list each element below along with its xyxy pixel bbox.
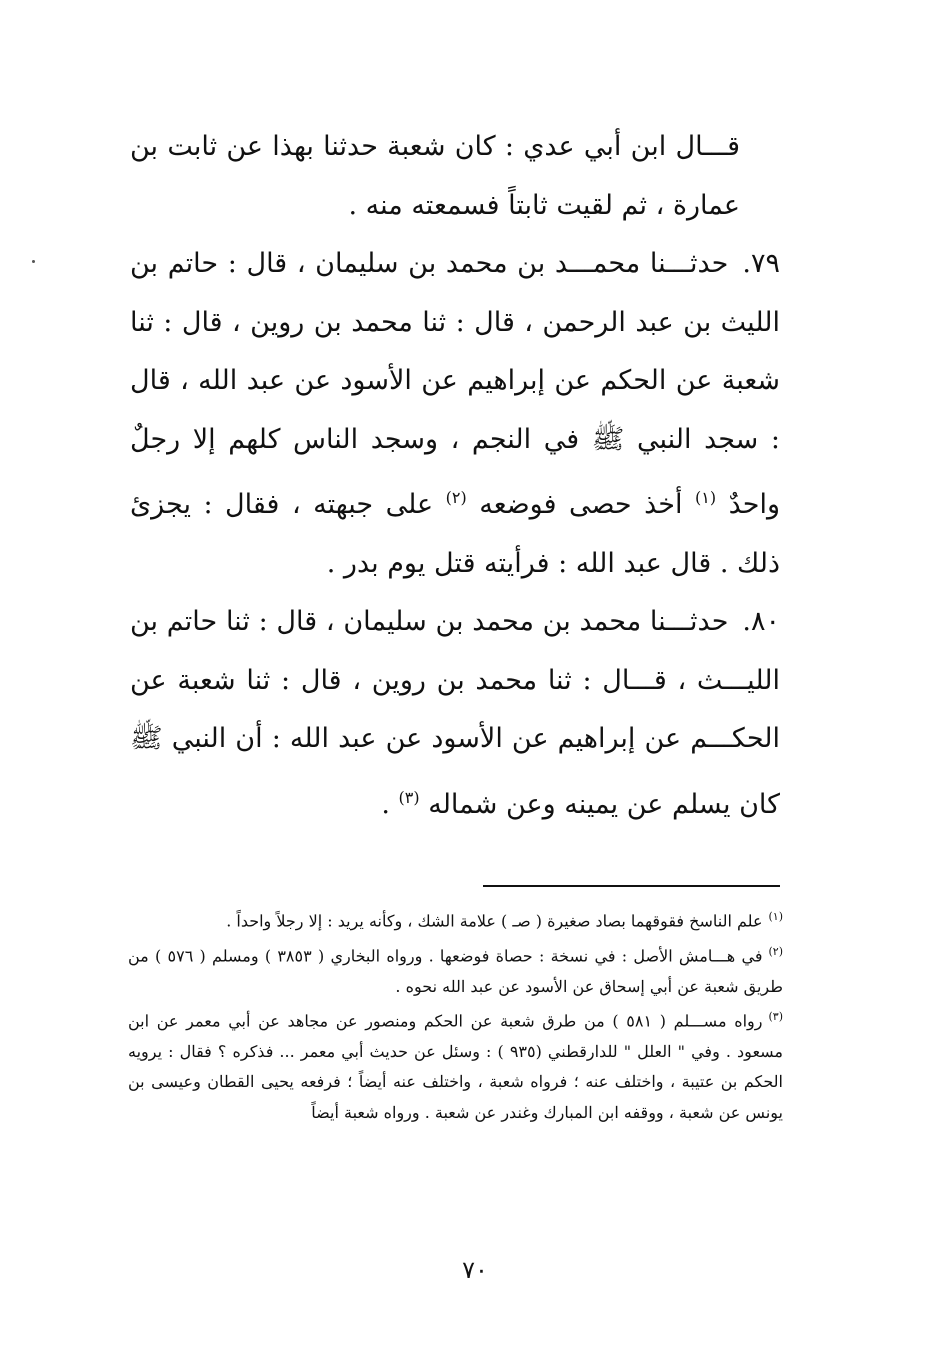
footnote-text: علم الناسخ فقوقهما بصاد صغيرة ( صـ ) علامة الشك ، وكأنه يريد : إلا رجلاً واحداً . [226,911,763,931]
footnote-text: في هـــامش الأصل : في نسخة : حصاة فوضعها . ورواه البخاري ( ٣٨٥٣ ) ومسلم ( ٥٧٦ ) من طريق شعبة عن أبي إسحاق عن الأسود عن عبد الله نحوه . [128,946,783,996]
hadith-80-text-b: . [381,788,390,820]
hadith-79 [130,235,780,593]
page-number: ٧٠ [462,1256,488,1284]
footnote-mark: (١) [768,910,783,923]
footnote [128,902,783,937]
footnote-ref-2: (٢) [445,488,467,507]
hadith-80-number: ٨٠. [742,606,780,637]
footnote-text: رواه مســـلم ( ٥٨١ ) من طرق شعبة عن الحكم ومنصور عن مجاهد عن أبي معمر عن ابن مسعود . وفي " العلل " للدارقطني (٩٣٥ ) : وسئل عن حديث أبي معمر ... فذكره ؟ فقال : يرويه الحكم بن عتيبة ، واختلف عنه ؛ فرواه شعبة ، واختلف عنه أيضاً ؛ فرفعه يحيى القطان وعيسى بن يونس عن شعبة ، ووقفه ابن المبارك وغندر عن شعبة . ورواه شعبة أيضاً [128,1011,784,1122]
footnote-ref-3: (٣) [398,787,420,807]
footnote [128,1002,783,1128]
intro-lead: قـــال ابن أبي عدي : كان شعبة حدثنا بهذا عن [226,131,740,162]
hadith-79-number: ٧٩. [742,248,780,279]
footnote-ref-1: (١) [694,488,717,507]
hadith-79-text-c: على جبهته ، فقال : يجزئ ذلك . قال عبد الله : فرأيته قتل يوم بدر . [130,489,780,579]
hadith-79-text-a: حدثـــنا محمـــد بن محمد بن سليمان ، قال : حاتم بن الليث بن عبد الرحمن ، قال : ثنا محمد بن روين ، قال : ثنا شعبة عن الحكم عن إبراهيم عن الأسود عن عبد الله ، قال : سجد النبي ﷺ في النجم ، وسجد الناس كلهم إلا رجلٌ واحدٌ [130,248,780,520]
footnote-mark: (٢) [768,944,783,958]
intro-paragraph [130,118,780,235]
footnotes [128,902,783,1128]
intro-rest: ثابت بن عمارة ، ثم لقيت ثابتاً فسمعته منه . [130,131,740,221]
scan-speck [32,260,35,263]
footnote [128,937,783,1002]
hadith-80-text-a: حدثـــنا محمد بن محمد بن سليمان ، قال : ثنا حاتم بن الليـــث ، قـــال : ثنا محمد بن روين ، قال : ثنا شعبة عن الحكـــم عن إبراهيم عن الأسود عن عبد الله : أن النبي ﷺ كان يسلم عن يمينه وعن شماله [130,606,780,820]
main-text [130,118,780,834]
footnote-separator [483,885,780,887]
hadith-79-text-b: أخذ حصى فوضعه [479,489,683,520]
hadith-80 [130,593,780,834]
footnote-mark: (٣) [768,1010,783,1024]
